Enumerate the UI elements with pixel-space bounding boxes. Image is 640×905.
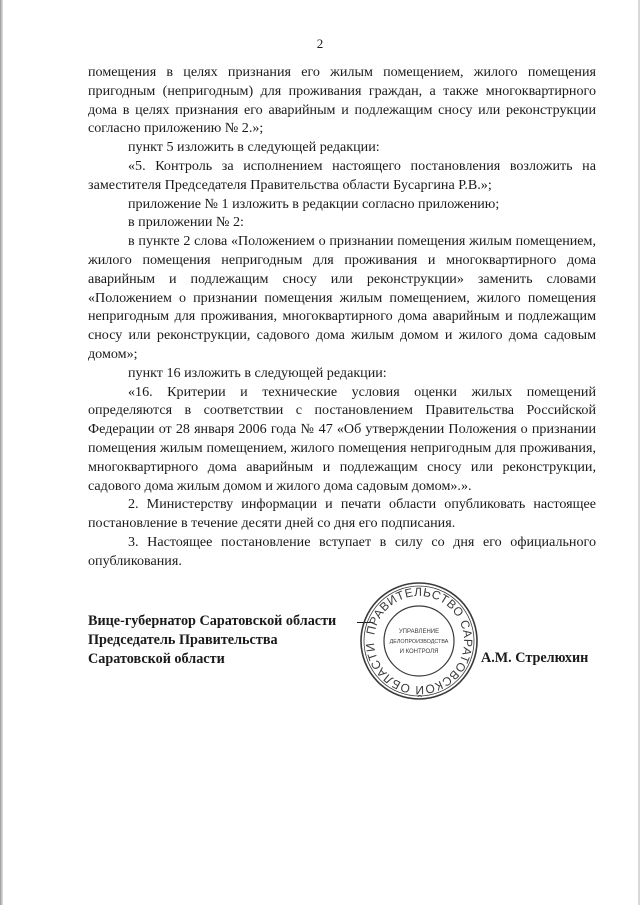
seal-center-line-1: УПРАВЛЕНИЕ <box>398 629 440 635</box>
paragraph-9: 2. Министерству информации и печати области опубликовать настоящее постановление в течение десяти дней со дня его подписания. <box>88 496 596 532</box>
signature-position <box>88 612 336 668</box>
signatory-name: А.М. Стрелюхин <box>481 650 589 666</box>
paragraph-8: «16. Критерии и технические условия оценки жилых помещений определяются в соответствии с постановлением Правительства Российской Федерации от 28 января 2006 года № 47 «Об утверждении Положения о признании помещения жилым помещением, жилого помещения непригодным для проживания, многоквартирного дома аварийным и подлежащим сносу или реконструкции, садового дома жилым домом и жилого дома садовым домом».». <box>88 383 596 494</box>
paragraph-6: в пункте 2 слова «Положением о признании помещения жилым помещением, жилого помещения непригодным для проживания и многоквартирного дома аварийным и подлежащим сносу или реконструкции» заменить словами «Положением о признании помещения жилым помещением, жилого помещения непригодным для проживания, многоквартирного дома аварийным и подлежащим сносу или реконструкции, садового дома жилым домом и жилого дома садовым домом»; <box>88 233 596 362</box>
page-number: 2 <box>316 36 324 51</box>
seal-graphic <box>358 580 480 702</box>
paragraph-7: пункт 16 изложить в следующей редакции: <box>128 364 387 381</box>
paragraph-4: приложение № 1 изложить в редакции согласно приложению; <box>128 195 500 212</box>
paragraph-10: 3. Настоящее постановление вступает в силу со дня его официального опубликования. <box>88 533 596 569</box>
seal-center-line-3: И КОНТРОЛЯ <box>399 649 439 655</box>
scan-edge-left <box>0 0 3 905</box>
seal-center-line-2: ДЕЛОПРОИЗВОДСТВА <box>389 639 449 645</box>
signature-position-line-2: Председатель Правительства <box>88 631 278 648</box>
paragraph-5: в приложении № 2: <box>128 214 244 231</box>
paragraph-1: помещения в целях признания его жилым помещением, жилого помещения пригодным (непригодным) для проживания граждан, а также многоквартирного дома в целях признания его аварийным и подлежащим сносу или реконструкции согласно приложению № 2.»; <box>88 64 596 137</box>
paragraph-2: пункт 5 изложить в следующей редакции: <box>128 139 380 156</box>
signature-position-line-1: Вице-губернатор Саратовской области <box>88 613 337 629</box>
paragraph-3: «5. Контроль за исполнением настоящего постановления возложить на заместителя Председателя Правительства области Бусаргина Р.В.»; <box>88 157 596 193</box>
signature-position-line-3: Саратовской области <box>88 650 225 667</box>
document-body <box>88 63 596 571</box>
seal-ring-textpath: ПРАВИТЕЛЬСТВО САРАТОВСКОЙ ОБЛАСТИ <box>362 584 476 698</box>
official-seal <box>358 580 480 702</box>
